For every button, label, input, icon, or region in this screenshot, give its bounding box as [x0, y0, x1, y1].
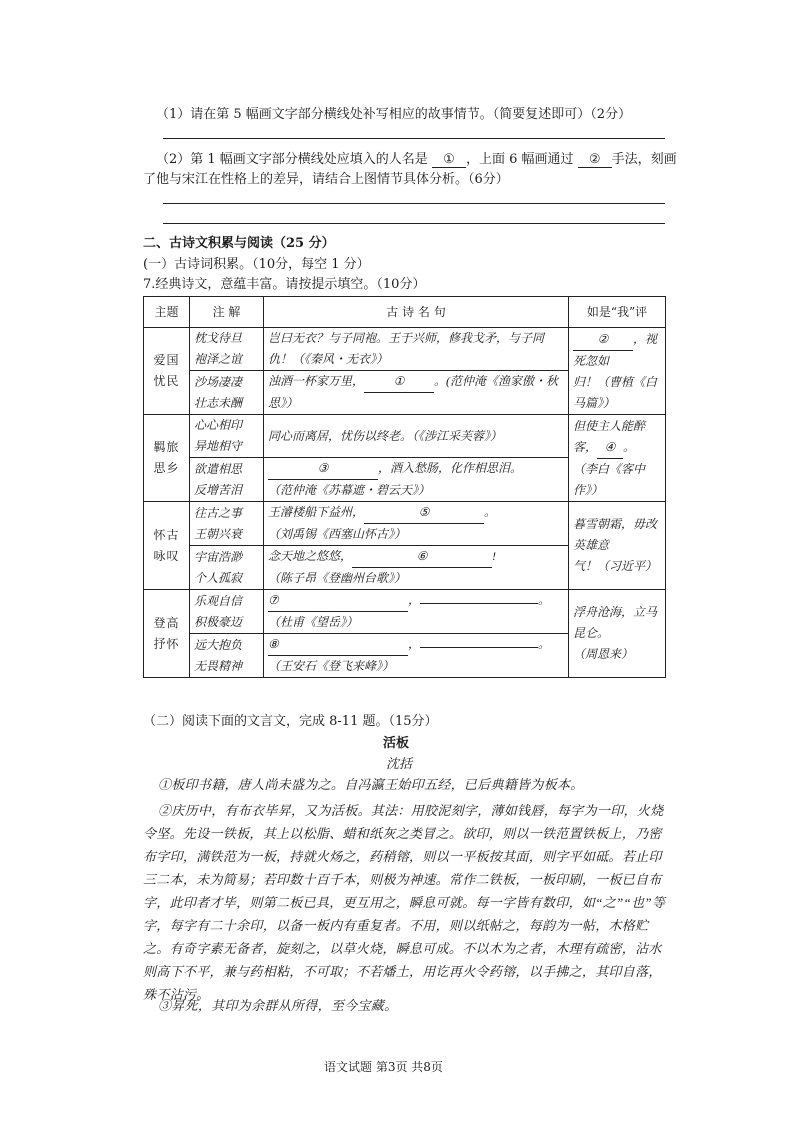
poem-line: 仇！（《秦风・无衣》）	[268, 352, 389, 366]
line-cell	[264, 458, 569, 502]
table-row	[144, 502, 666, 546]
header-theme: 主题	[144, 297, 190, 328]
blank-c4-label: ④	[604, 439, 616, 454]
line-cell	[264, 502, 569, 546]
line-cell	[264, 371, 569, 415]
note-cell	[190, 458, 264, 502]
comment-text: 暮雪朝霜，毋改英雄意	[573, 517, 658, 552]
note-text: 宇宙浩渺	[194, 549, 243, 564]
theme-text: 怀古	[153, 527, 180, 542]
poem-line: （刘禹锡《西塞山怀古》）	[268, 527, 407, 541]
theme-text: 羁旅	[153, 440, 180, 454]
poem-line: 同心而离居，忧伤以终老。（《涉江采芙蓉》）	[268, 428, 503, 443]
poem-line: ，酒入愁肠，化作相思泪。	[378, 461, 523, 475]
blank-1[interactable]	[432, 152, 466, 168]
note-cell	[190, 328, 264, 371]
poem-line: ，	[408, 637, 421, 651]
section-2-sub1: (一）古诗词积累。（10分，每空 1 分）	[143, 257, 370, 272]
blank-c8a[interactable]	[268, 634, 408, 656]
poem-line: （陈子昂《登幽州台歌》）	[268, 571, 407, 585]
answer-line-2b[interactable]	[163, 223, 665, 224]
poem-line: ，	[408, 593, 421, 607]
comment-text: 但使主人能醉客，	[573, 418, 646, 454]
comment-cell	[569, 502, 666, 590]
blank-c3[interactable]	[268, 458, 378, 480]
comment-text: （周恩来）	[573, 647, 634, 661]
answer-line-2a[interactable]	[163, 203, 665, 204]
comment-text: 浮舟沧海，立马昆仑。	[573, 605, 658, 640]
theme-text: 咏叹	[153, 548, 180, 563]
poem-line: 。	[538, 637, 551, 651]
theme-text: 忧民	[153, 374, 180, 388]
blank-c8b[interactable]	[420, 647, 538, 648]
note-text: 反增苦泪	[194, 482, 243, 497]
poem-line: （杜甫《望岳》）	[268, 615, 359, 629]
question-7: 7.经典诗文，意蕴丰富。请按提示填空。（10分）	[143, 277, 426, 292]
note-text: 远大抱负	[194, 637, 243, 652]
note-text: 壮志未酬	[194, 395, 243, 410]
blank-c6-label: ⑥	[416, 549, 428, 563]
note-cell	[190, 634, 264, 678]
table-row	[144, 415, 666, 458]
note-text: 枕戈待旦	[194, 331, 243, 345]
blank-c1-label: ①	[393, 374, 405, 388]
note-cell	[190, 590, 264, 634]
blank-c1[interactable]	[364, 371, 434, 393]
blank-c7b[interactable]	[420, 603, 538, 604]
line-cell	[264, 415, 569, 458]
blank-1-label: ①	[443, 152, 455, 167]
passage-title: 活板	[383, 736, 410, 751]
question-2-part1: （2）第 1 幅画文字部分横线处应填入的人名是	[156, 152, 428, 167]
note-text: 王朝兴衰	[194, 526, 243, 541]
passage-author: 沈括	[386, 756, 413, 771]
poem-line: 。	[538, 593, 551, 607]
poem-line: 。	[484, 505, 497, 519]
line-cell	[264, 634, 569, 678]
line-cell	[264, 590, 569, 634]
theme-cell	[144, 502, 190, 590]
comment-text: 气！（习近平）	[573, 559, 658, 573]
question-1: （1）请在第 5 幅画文字部分横线处补写相应的故事情节。（简要复述即可）（2分）	[156, 107, 632, 122]
poem-line: 。(范仲淹《渔家傲・秋	[434, 374, 559, 388]
blank-c5[interactable]	[364, 502, 484, 524]
theme-text: 抒怀	[153, 636, 180, 651]
table-row	[144, 328, 666, 371]
comment-cell	[569, 415, 666, 502]
comment-text: 归！（曹植《白马篇》）	[573, 374, 658, 410]
note-text: 积极豪迈	[194, 614, 243, 629]
section-2-title: 二、古诗文积累与阅读（25 分）	[143, 236, 335, 251]
blank-2-label: ②	[588, 152, 601, 167]
header-notes: 注 解	[190, 297, 264, 328]
note-text: 个人孤寂	[194, 570, 243, 585]
line-cell	[264, 328, 569, 371]
poem-line: !	[492, 549, 497, 563]
blank-c8-label: ⑧	[268, 637, 279, 651]
note-cell	[190, 415, 264, 458]
question-2-part3: 手法，刻画	[611, 152, 677, 167]
poem-line: 王濬楼船下益州，	[268, 505, 365, 519]
note-cell	[190, 371, 264, 415]
blank-2[interactable]	[578, 152, 612, 168]
blank-c5-label: ⑤	[418, 505, 430, 519]
theme-text: 爱国	[153, 353, 180, 367]
note-text: 心心相印	[194, 418, 243, 432]
poem-line: 念天地之悠悠，	[268, 549, 353, 563]
note-cell	[190, 546, 264, 590]
note-text: 袍泽之谊	[194, 352, 243, 366]
passage-paragraph-1: ①板印书籍，唐人尚未盛为之。自冯瀛王始印五经，已后典籍皆为板本。	[158, 777, 584, 792]
blank-c4[interactable]	[597, 437, 623, 459]
note-text: 乐观自信	[194, 593, 243, 608]
note-text: 无畏精神	[194, 658, 243, 673]
theme-text: 思乡	[153, 461, 180, 475]
header-comment: 如是“我”评	[569, 297, 666, 328]
comment-text: ，视死忽如	[573, 331, 658, 368]
theme-cell	[144, 328, 190, 415]
poem-line: （范仲淹《苏幕遮・碧云天》）	[268, 483, 431, 497]
comment-text: 。	[623, 439, 636, 454]
blank-c3-label: ③	[317, 461, 329, 475]
note-text: 沙场凄凄	[194, 374, 243, 389]
question-2	[156, 148, 677, 168]
table-row	[144, 590, 666, 634]
question-2-line2: 了他与宋江在性格上的差异，请结合上图情节具体分析。（6分）	[143, 172, 509, 187]
page-footer: 语文试题 第3页 共8页	[324, 1060, 443, 1074]
note-cell	[190, 502, 264, 546]
theme-text: 登高	[153, 615, 180, 630]
note-text: 往古之事	[194, 505, 243, 520]
theme-cell	[144, 415, 190, 502]
comment-cell	[569, 328, 666, 415]
header-lines: 古 诗 名 句	[264, 297, 569, 328]
table-header-row	[144, 297, 666, 328]
poem-line: （王安石《登飞来峰》）	[268, 659, 395, 673]
question-2-part2: ，上面 6 幅画通过	[465, 152, 574, 167]
comment-text: （李白《客中作》）	[573, 461, 646, 497]
blank-c2-label: ②	[597, 331, 609, 346]
note-text: 异地相守	[194, 439, 243, 453]
blank-c7a[interactable]	[268, 590, 408, 612]
poem-table	[143, 296, 666, 678]
poem-line: 思》）	[268, 396, 299, 410]
comment-cell	[569, 590, 666, 678]
line-cell	[264, 546, 569, 590]
blank-c6[interactable]	[352, 546, 492, 568]
answer-line-1[interactable]	[163, 138, 665, 139]
poem-line: 岂曰无衣？与子同袍。王于兴师，修我戈矛，与子同	[268, 331, 545, 345]
reading-intro: （二）阅读下面的文言文，完成 8-11 题。（15分）	[143, 714, 438, 729]
poem-line: 浊酒一杯家万里，	[268, 374, 365, 388]
passage-paragraph-3: ③昇死，其印为余群从所得，至今宝藏。	[158, 998, 398, 1013]
blank-c2[interactable]	[573, 329, 633, 351]
blank-c7-label: ⑦	[268, 593, 279, 607]
theme-cell	[144, 590, 190, 678]
note-text: 欲遣相思	[194, 461, 243, 476]
passage-paragraph-2: ②庆历中，有布衣毕昇，又为活板。其法：用胶泥刻字，薄如钱唇，每字为一印，火烧令坚。先设一铁板，其上以松脂、蜡和纸灰之类冒之。欲印，则以一铁范置铁板上，乃密布字印，满铁范为一板，持就火炀之，药稍镕，则以一平板按其面，则字平如砥。若止印三二本，未为简易；若印数十百千本，则极为神速。常作二铁板，一板印刷，一板已自布字，此印者才毕，则第二板已具，更互用之，瞬息可就。每一字皆有数印，如“之”“也”等字，每字有二十余印，以备一板内有重复者。不用，则以纸帖之，每韵为一帖，木格贮之。有奇字素无备者，旋刻之，以草火烧，瞬息可成。不以木为之者，木理有疏密，沾水则高下不平，兼与药相粘，不可取；不若燔土，用讫再火令药镕，以手拂之，其印自落，殊不沾污。	[143, 803, 666, 1002]
